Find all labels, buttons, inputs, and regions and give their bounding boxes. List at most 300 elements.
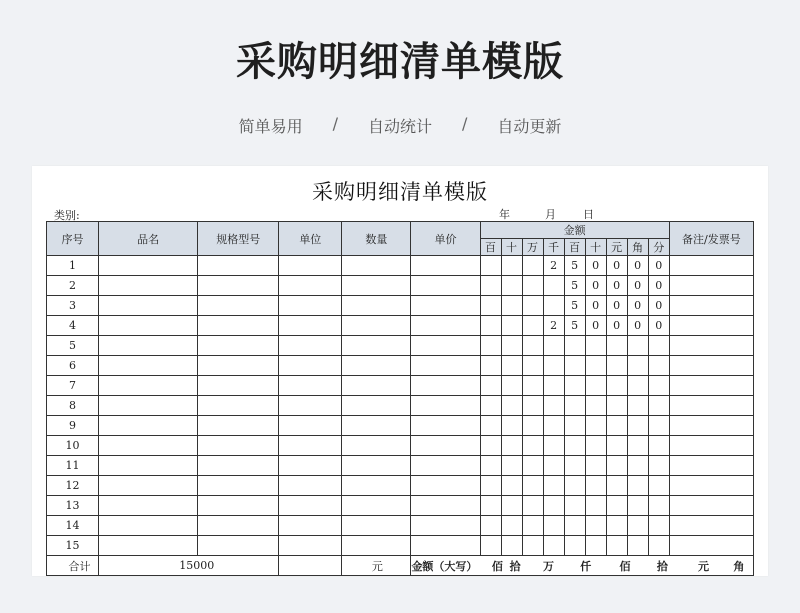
table-row [47,436,754,456]
row-amount-digit[interactable] [648,476,669,496]
total-qty-cell[interactable]: 15000 [99,556,279,576]
row-amount-digit[interactable]: 0 [648,256,669,276]
row-qty-cell[interactable] [342,436,411,456]
row-amount-digit[interactable] [606,376,627,396]
row-qty-cell[interactable] [342,456,411,476]
header-amount: 金额 [480,222,669,239]
row-unit-cell[interactable] [279,496,342,516]
row-amount-digit[interactable] [606,516,627,536]
row-spec-cell[interactable] [198,496,279,516]
table-row [47,476,754,496]
row-amount-digit[interactable] [648,356,669,376]
row-amount-digit[interactable] [585,416,606,436]
row-spec-cell[interactable] [198,456,279,476]
row-spec-cell[interactable] [198,356,279,376]
row-amount-digit[interactable]: 0 [648,316,669,336]
row-spec-cell[interactable] [198,296,279,316]
row-amount-digit[interactable] [627,356,648,376]
row-unit-cell[interactable] [279,516,342,536]
row-amount-digit[interactable] [564,536,585,556]
header-digit: 十 [501,239,522,256]
row-amount-digit[interactable] [480,396,501,416]
row-amount-digit[interactable]: 0 [606,296,627,316]
row-amount-digit[interactable]: 0 [627,296,648,316]
row-amount-digit[interactable] [501,456,522,476]
table-row [47,416,754,436]
row-seq: 4 [47,316,99,336]
table-body [47,256,754,556]
row-unit-cell[interactable] [279,476,342,496]
row-qty-cell[interactable] [342,296,411,316]
amount-unit: 拾 [656,559,668,573]
row-amount-digit[interactable] [564,476,585,496]
row-seq: 8 [47,396,99,416]
row-seq: 13 [47,496,99,516]
row-remark-cell[interactable] [669,456,753,476]
row-unit-cell[interactable] [279,536,342,556]
row-amount-digit[interactable] [480,456,501,476]
row-price-cell[interactable] [411,456,480,476]
row-amount-digit[interactable] [501,376,522,396]
row-amount-digit[interactable] [606,536,627,556]
row-amount-digit[interactable] [564,396,585,416]
row-amount-digit[interactable] [522,536,543,556]
row-amount-digit[interactable] [522,496,543,516]
row-amount-digit[interactable]: 0 [606,256,627,276]
row-remark-cell[interactable] [669,516,753,536]
row-amount-digit[interactable] [648,456,669,476]
row-amount-digit[interactable] [522,476,543,496]
total-currency: 元 [342,556,411,576]
row-amount-digit[interactable] [480,496,501,516]
table-row [47,456,754,476]
purchase-table [46,221,754,576]
row-price-cell[interactable] [411,376,480,396]
row-amount-digit[interactable] [480,536,501,556]
row-remark-cell[interactable] [669,536,753,556]
row-unit-cell[interactable] [279,336,342,356]
row-amount-digit[interactable]: 0 [606,276,627,296]
row-amount-digit[interactable]: 0 [648,276,669,296]
header-digit: 千 [543,239,564,256]
row-amount-digit[interactable] [606,416,627,436]
row-amount-digit[interactable] [585,516,606,536]
amount-unit: 元 [698,559,710,573]
row-seq: 14 [47,516,99,536]
header-digit: 十 [585,239,606,256]
row-remark-cell[interactable] [669,276,753,296]
row-seq: 7 [47,376,99,396]
row-price-cell[interactable] [411,336,480,356]
row-amount-digit[interactable] [522,296,543,316]
row-amount-digit[interactable] [564,356,585,376]
row-name-cell[interactable] [99,496,198,516]
row-amount-digit[interactable]: 0 [585,296,606,316]
row-name-cell[interactable] [99,336,198,356]
row-spec-cell[interactable] [198,516,279,536]
row-seq: 12 [47,476,99,496]
feature-tag: 自动统计 [367,117,432,136]
row-amount-digit[interactable] [627,336,648,356]
row-amount-digit[interactable]: 5 [564,276,585,296]
row-remark-cell[interactable] [669,316,753,336]
total-label: 合计 [47,556,99,576]
row-amount-digit[interactable] [522,396,543,416]
table-row [47,356,754,376]
header-digit: 分 [648,239,669,256]
row-seq: 9 [47,416,99,436]
amount-unit: 角 [733,559,745,573]
row-amount-digit[interactable] [522,356,543,376]
row-amount-digit[interactable] [522,376,543,396]
row-amount-digit[interactable] [564,456,585,476]
row-amount-digit[interactable] [585,376,606,396]
row-spec-cell[interactable] [198,336,279,356]
spreadsheet-sheet [32,166,768,576]
row-amount-digit[interactable] [480,376,501,396]
row-amount-digit[interactable] [501,396,522,416]
header-digit: 万 [522,239,543,256]
row-amount-digit[interactable] [648,396,669,416]
row-seq: 15 [47,536,99,556]
row-name-cell[interactable] [99,376,198,396]
row-price-cell[interactable] [411,476,480,496]
row-amount-digit[interactable] [501,536,522,556]
row-price-cell[interactable] [411,416,480,436]
row-seq: 1 [47,256,99,276]
row-amount-digit[interactable] [480,476,501,496]
row-amount-digit[interactable] [501,516,522,536]
page-title: 采购明细清单模版 [236,39,564,85]
feature-tag: 简单易用 [238,117,303,136]
row-amount-digit[interactable] [585,396,606,416]
row-unit-cell[interactable] [279,356,342,376]
row-amount-digit[interactable] [564,336,585,356]
row-amount-digit[interactable] [543,356,564,376]
row-amount-digit[interactable] [522,516,543,536]
row-unit-cell[interactable] [279,436,342,456]
header-digit: 百 [480,239,501,256]
row-amount-digit[interactable] [627,496,648,516]
row-qty-cell[interactable] [342,256,411,276]
row-amount-digit[interactable] [627,536,648,556]
row-spec-cell[interactable] [198,396,279,416]
row-amount-digit[interactable] [543,536,564,556]
row-amount-digit[interactable] [480,316,501,336]
row-spec-cell[interactable] [198,376,279,396]
header-seq: 序号 [47,222,99,256]
row-spec-cell[interactable] [198,536,279,556]
row-amount-digit[interactable] [585,536,606,556]
row-amount-digit[interactable] [627,416,648,436]
row-amount-digit[interactable] [543,516,564,536]
row-price-cell[interactable] [411,356,480,376]
row-amount-digit[interactable] [627,436,648,456]
row-amount-digit[interactable] [606,436,627,456]
row-price-cell[interactable] [411,396,480,416]
row-amount-digit[interactable] [606,396,627,416]
row-seq: 10 [47,436,99,456]
row-qty-cell[interactable] [342,516,411,536]
row-amount-digit[interactable] [627,456,648,476]
header-digit: 角 [627,239,648,256]
row-qty-cell[interactable] [342,496,411,516]
row-amount-digit[interactable] [501,476,522,496]
row-amount-digit[interactable]: 0 [585,256,606,276]
row-remark-cell[interactable] [669,396,753,416]
row-amount-digit[interactable] [501,316,522,336]
row-amount-digit[interactable] [648,496,669,516]
amount-words-label: 金额（大写） [411,559,478,573]
amount-unit: 万 [542,559,554,573]
row-amount-digit[interactable]: 2 [543,256,564,276]
row-amount-digit[interactable] [480,416,501,436]
row-amount-digit[interactable] [480,296,501,316]
row-remark-cell[interactable] [669,256,753,276]
header-qty: 数量 [342,222,411,256]
row-amount-digit[interactable] [522,436,543,456]
row-amount-digit[interactable] [585,336,606,356]
row-spec-cell[interactable] [198,316,279,336]
row-amount-digit[interactable] [480,516,501,536]
row-name-cell[interactable] [99,316,198,336]
row-amount-digit[interactable] [627,516,648,536]
row-amount-digit[interactable] [543,476,564,496]
row-qty-cell[interactable] [342,376,411,396]
row-seq: 3 [47,296,99,316]
row-amount-digit[interactable]: 0 [606,316,627,336]
row-amount-digit[interactable] [543,276,564,296]
row-amount-digit[interactable]: 0 [585,316,606,336]
row-amount-digit[interactable] [501,416,522,436]
row-amount-digit[interactable] [543,456,564,476]
row-amount-digit[interactable] [543,436,564,456]
row-seq: 6 [47,356,99,376]
row-amount-digit[interactable]: 0 [627,276,648,296]
row-name-cell[interactable] [99,356,198,376]
document-title: 采购明细清单模版 [312,180,488,204]
row-amount-digit[interactable] [543,376,564,396]
row-name-cell[interactable] [99,536,198,556]
row-price-cell[interactable] [411,516,480,536]
row-amount-digit[interactable]: 5 [564,256,585,276]
amount-unit: 佰 [619,559,631,573]
row-amount-digit[interactable] [522,456,543,476]
row-unit-cell[interactable] [279,276,342,296]
row-remark-cell[interactable] [669,376,753,396]
header-price: 单价 [411,222,480,256]
table-row [47,396,754,416]
row-name-cell[interactable] [99,396,198,416]
row-unit-cell[interactable] [279,456,342,476]
row-amount-digit[interactable] [480,436,501,456]
row-name-cell[interactable] [99,436,198,456]
table-row [47,316,754,336]
row-amount-digit[interactable] [564,376,585,396]
row-amount-digit[interactable] [606,476,627,496]
row-price-cell[interactable] [411,276,480,296]
total-empty-cell[interactable] [279,556,342,576]
row-amount-digit[interactable] [648,516,669,536]
row-amount-digit[interactable] [606,356,627,376]
row-amount-digit[interactable]: 0 [627,316,648,336]
row-amount-digit[interactable] [648,416,669,436]
table-row [47,376,754,396]
row-amount-digit[interactable]: 2 [543,316,564,336]
row-amount-digit[interactable] [585,436,606,456]
amount-unit: 佰 [491,559,503,573]
row-amount-digit[interactable] [585,456,606,476]
row-amount-digit[interactable] [627,376,648,396]
tag-separator: / [332,114,338,133]
row-amount-digit[interactable] [627,476,648,496]
row-qty-cell[interactable] [342,396,411,416]
row-name-cell[interactable] [99,416,198,436]
row-qty-cell[interactable] [342,316,411,336]
table-row [47,276,754,296]
header-spec: 规格型号 [198,222,279,256]
row-price-cell[interactable] [411,436,480,456]
header-digit: 元 [606,239,627,256]
row-amount-digit[interactable] [606,456,627,476]
feature-tags [0,114,800,137]
row-amount-digit[interactable] [585,476,606,496]
row-amount-digit[interactable] [543,336,564,356]
row-amount-digit[interactable]: 0 [585,276,606,296]
row-amount-digit[interactable] [501,496,522,516]
table-row [47,496,754,516]
row-price-cell[interactable] [411,316,480,336]
row-amount-digit[interactable] [543,416,564,436]
row-name-cell[interactable] [99,516,198,536]
row-remark-cell[interactable] [669,336,753,356]
row-remark-cell[interactable] [669,476,753,496]
row-amount-digit[interactable] [564,496,585,516]
row-amount-digit[interactable] [501,296,522,316]
amount-unit: 仟 [580,559,592,573]
row-amount-digit[interactable] [564,516,585,536]
row-amount-digit[interactable] [522,316,543,336]
row-amount-digit[interactable] [522,276,543,296]
row-amount-digit[interactable] [606,336,627,356]
row-amount-digit[interactable] [522,416,543,436]
row-amount-digit[interactable] [480,276,501,296]
row-qty-cell[interactable] [342,416,411,436]
row-amount-digit[interactable] [543,496,564,516]
row-spec-cell[interactable] [198,256,279,276]
row-name-cell[interactable] [99,276,198,296]
tag-separator: / [462,114,468,133]
feature-tag: 自动更新 [497,117,562,136]
row-name-cell[interactable] [99,296,198,316]
row-amount-digit[interactable] [522,336,543,356]
category-label: 类别: [54,209,80,222]
date-year-label: 年 [499,208,510,221]
row-spec-cell[interactable] [198,476,279,496]
total-amount-words[interactable] [411,556,754,576]
row-amount-digit[interactable] [480,256,501,276]
table-row [47,296,754,316]
row-name-cell[interactable] [99,456,198,476]
row-amount-digit[interactable] [501,356,522,376]
row-spec-cell[interactable] [198,436,279,456]
row-unit-cell[interactable] [279,296,342,316]
row-seq: 11 [47,456,99,476]
date-line [499,206,594,222]
amount-unit: 拾 [509,559,521,573]
row-amount-digit[interactable] [606,496,627,516]
row-qty-cell[interactable] [342,356,411,376]
row-remark-cell[interactable] [669,496,753,516]
row-amount-digit[interactable]: 5 [564,296,585,316]
row-amount-digit[interactable]: 0 [627,256,648,276]
row-price-cell[interactable] [411,536,480,556]
row-amount-digit[interactable]: 0 [648,296,669,316]
row-amount-digit[interactable] [480,356,501,376]
row-qty-cell[interactable] [342,336,411,356]
row-remark-cell[interactable] [669,356,753,376]
table-row [47,256,754,276]
row-amount-digit[interactable] [543,296,564,316]
row-qty-cell[interactable] [342,536,411,556]
row-amount-digit[interactable] [648,436,669,456]
row-amount-digit[interactable]: 5 [564,316,585,336]
row-amount-digit[interactable] [501,336,522,356]
row-qty-cell[interactable] [342,476,411,496]
row-price-cell[interactable] [411,296,480,316]
row-amount-digit[interactable] [585,356,606,376]
row-amount-digit[interactable] [564,416,585,436]
row-amount-digit[interactable] [501,436,522,456]
row-unit-cell[interactable] [279,376,342,396]
row-amount-digit[interactable] [648,336,669,356]
row-unit-cell[interactable] [279,416,342,436]
row-amount-digit[interactable] [543,396,564,416]
row-spec-cell[interactable] [198,276,279,296]
row-qty-cell[interactable] [342,276,411,296]
row-price-cell[interactable] [411,496,480,516]
header-name: 品名 [99,222,198,256]
row-amount-digit[interactable] [627,396,648,416]
row-remark-cell[interactable] [669,436,753,456]
header-digit: 百 [564,239,585,256]
row-price-cell[interactable] [411,256,480,276]
row-amount-digit[interactable] [648,376,669,396]
row-name-cell[interactable] [99,476,198,496]
date-day-label: 日 [583,208,594,221]
row-name-cell[interactable] [99,256,198,276]
row-amount-digit[interactable] [564,436,585,456]
row-amount-digit[interactable] [501,276,522,296]
row-unit-cell[interactable] [279,396,342,416]
row-amount-digit[interactable] [480,336,501,356]
table-row [47,536,754,556]
row-remark-cell[interactable] [669,296,753,316]
row-spec-cell[interactable] [198,416,279,436]
row-amount-digit[interactable] [522,256,543,276]
row-remark-cell[interactable] [669,416,753,436]
header-remark: 备注/发票号 [669,222,753,256]
table-row [47,336,754,356]
row-amount-digit[interactable] [648,536,669,556]
date-month-label: 月 [545,208,556,221]
row-amount-digit[interactable] [585,496,606,516]
row-seq: 2 [47,276,99,296]
header-unit: 单位 [279,222,342,256]
row-unit-cell[interactable] [279,256,342,276]
row-unit-cell[interactable] [279,316,342,336]
row-amount-digit[interactable] [501,256,522,276]
